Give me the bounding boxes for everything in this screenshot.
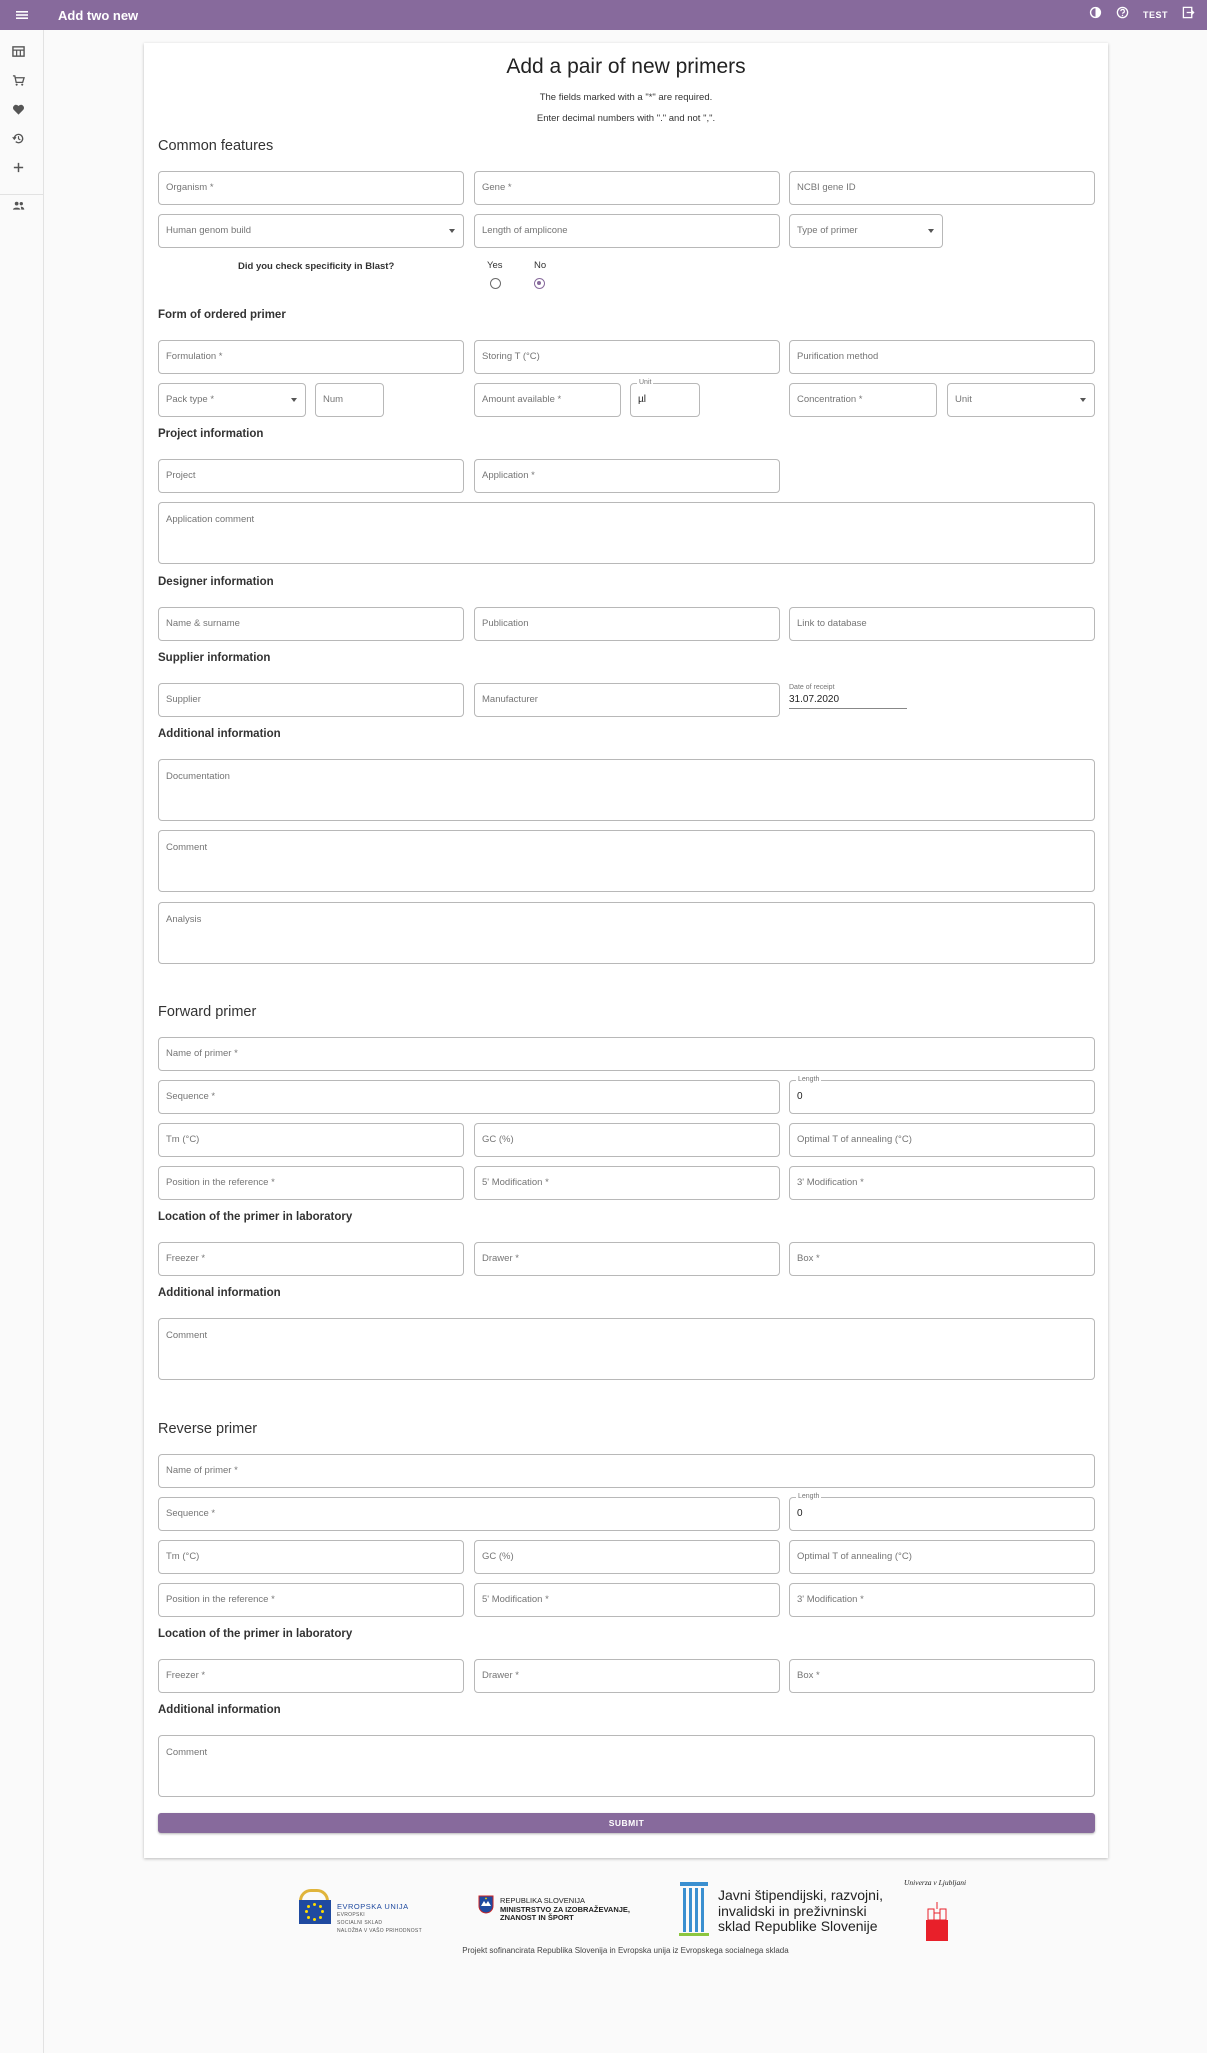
supplier-input[interactable] xyxy=(158,683,464,717)
form-heading: Add a pair of new primers xyxy=(506,55,746,78)
unit-input[interactable] xyxy=(630,379,700,417)
reverse-position-input[interactable] xyxy=(158,1583,464,1617)
forward-box-input[interactable] xyxy=(789,1242,1095,1276)
reverse-tm-input[interactable] xyxy=(158,1540,464,1574)
reverse-name-input[interactable] xyxy=(158,1454,1095,1488)
reverse-optimal-t-input[interactable] xyxy=(789,1540,1095,1574)
sidebar-divider xyxy=(0,194,44,195)
reverse-tm-label: Tm (°C) xyxy=(166,1551,200,1562)
dropdown-arrow-icon xyxy=(449,229,455,233)
forward-sequence-input[interactable] xyxy=(158,1080,780,1114)
application-comment-textarea[interactable] xyxy=(158,502,1095,564)
amount-label: Amount available * xyxy=(482,394,562,405)
forward-length-value: 0 xyxy=(797,1091,803,1102)
section-designer: Designer information xyxy=(158,576,274,588)
section-common-features: Common features xyxy=(158,138,274,154)
application-comment-label: Application comment xyxy=(166,514,255,525)
reverse-mod3-label: 3' Modification * xyxy=(797,1594,864,1605)
concentration-input[interactable] xyxy=(789,383,937,417)
ministry-line3: ZNANOST IN ŠPORT xyxy=(500,1913,574,1922)
blast-yes-radio[interactable] xyxy=(490,278,501,289)
reverse-drawer-label: Drawer * xyxy=(482,1670,519,1681)
organism-label: Organism * xyxy=(166,182,214,193)
reverse-freezer-label: Freezer * xyxy=(166,1670,206,1681)
sidebar-item-history[interactable] xyxy=(11,131,25,145)
sidebar xyxy=(0,30,44,2053)
history-icon xyxy=(12,132,25,145)
supplier-label: Supplier xyxy=(166,694,201,705)
sidebar-item-cart[interactable] xyxy=(11,73,25,87)
forward-drawer-label: Drawer * xyxy=(482,1253,519,1264)
ministry-logo xyxy=(478,1895,658,1935)
reverse-length-label: Length xyxy=(798,1493,820,1500)
contrast-icon xyxy=(1089,6,1102,19)
application-label: Application * xyxy=(482,470,535,481)
section-ordered-primer: Form of ordered primer xyxy=(158,309,286,321)
forward-name-label: Name of primer * xyxy=(166,1048,238,1059)
required-note: The fields marked with a "*" are required. xyxy=(539,92,713,103)
help-icon xyxy=(1116,6,1129,19)
storing-label: Storing T (°C) xyxy=(482,351,540,362)
formulation-label: Formulation * xyxy=(166,351,223,362)
genom-build-select[interactable] xyxy=(158,214,464,248)
publication-label: Publication xyxy=(482,618,529,629)
user-label[interactable]: TEST xyxy=(1142,10,1168,20)
jss-logo xyxy=(678,1880,898,1942)
forward-tm-label: Tm (°C) xyxy=(166,1134,200,1145)
forward-optimal-label: Optimal T of annealing (°C) xyxy=(797,1134,912,1145)
app-toolbar xyxy=(0,0,1207,30)
page-title: Add two new xyxy=(58,7,139,23)
gene-input[interactable] xyxy=(474,171,780,205)
primer-type-label: Type of primer xyxy=(797,225,858,236)
analysis-label: Analysis xyxy=(166,914,202,925)
amount-available-input[interactable] xyxy=(474,383,621,417)
database-link-input[interactable] xyxy=(789,607,1095,641)
eu-line4: NALOŽBA V VAŠO PRIHODNOST xyxy=(337,1928,422,1934)
sidebar-item-users[interactable] xyxy=(11,198,25,212)
documentation-textarea[interactable] xyxy=(158,759,1095,821)
section-supplier: Supplier information xyxy=(158,652,271,664)
cart-icon xyxy=(12,74,25,87)
sidebar-item-favorites[interactable] xyxy=(11,102,25,116)
blast-question: Did you check specificity in Blast? xyxy=(238,261,395,272)
university-emblem-icon xyxy=(924,1900,950,1942)
section-forward-primer: Forward primer xyxy=(158,1004,257,1020)
documentation-label: Documentation xyxy=(166,771,230,782)
primer-type-select[interactable] xyxy=(789,214,943,248)
reverse-box-label: Box * xyxy=(797,1670,820,1681)
ncbi-label: NCBI gene ID xyxy=(797,182,856,193)
storing-t-input[interactable] xyxy=(474,340,780,374)
date-underline xyxy=(789,708,907,709)
designer-name-input[interactable] xyxy=(158,607,464,641)
reverse-location-title: Location of the primer in laboratory xyxy=(158,1628,353,1640)
manufacturer-input[interactable] xyxy=(474,683,780,717)
plus-icon xyxy=(12,161,25,174)
forward-mod5-label: 5' Modification * xyxy=(482,1177,549,1188)
sidebar-item-table[interactable] xyxy=(11,44,25,58)
reverse-optimal-label: Optimal T of annealing (°C) xyxy=(797,1551,912,1562)
forward-freezer-input[interactable] xyxy=(158,1242,464,1276)
reverse-length-input[interactable] xyxy=(789,1493,1095,1531)
forward-position-label: Position in the reference * xyxy=(166,1177,275,1188)
reverse-additional-title: Additional information xyxy=(158,1704,281,1716)
section-project: Project information xyxy=(158,428,264,440)
forward-optimal-t-input[interactable] xyxy=(789,1123,1095,1157)
heart-icon xyxy=(12,103,25,116)
forward-mod3-input[interactable] xyxy=(789,1166,1095,1200)
forward-box-label: Box * xyxy=(797,1253,820,1264)
manufacturer-label: Manufacturer xyxy=(482,694,538,705)
date-value: 31.07.2020 xyxy=(789,694,840,705)
forward-freezer-label: Freezer * xyxy=(166,1253,206,1264)
concentration-label: Concentration * xyxy=(797,394,863,405)
menu-icon xyxy=(15,8,29,22)
blast-no-radio[interactable] xyxy=(534,278,545,289)
forward-mod5-input[interactable] xyxy=(474,1166,780,1200)
section-reverse-primer: Reverse primer xyxy=(158,1421,258,1437)
reverse-mod5-input[interactable] xyxy=(474,1583,780,1617)
unit-value: µl xyxy=(638,394,646,405)
ncbi-gene-id-input[interactable] xyxy=(789,171,1095,205)
reverse-comment-label: Comment xyxy=(166,1747,208,1758)
reverse-mod3-input[interactable] xyxy=(789,1583,1095,1617)
eu-line3: SOCIALNI SKLAD xyxy=(337,1920,383,1926)
reverse-name-label: Name of primer * xyxy=(166,1465,238,1476)
university-logo xyxy=(904,1878,984,1948)
forward-drawer-input[interactable] xyxy=(474,1242,780,1276)
decimal-note: Enter decimal numbers with "." and not ",". xyxy=(536,113,716,124)
forward-mod3-label: 3' Modification * xyxy=(797,1177,864,1188)
reverse-gc-input[interactable] xyxy=(474,1540,780,1574)
forward-gc-input[interactable] xyxy=(474,1123,780,1157)
formulation-input[interactable] xyxy=(158,340,464,374)
reverse-position-label: Position in the reference * xyxy=(166,1594,275,1605)
gene-label: Gene * xyxy=(482,182,512,193)
radio-no-label: No xyxy=(534,260,547,271)
university-name: Univerza v Ljubljani xyxy=(904,1878,967,1887)
purification-label: Purification method xyxy=(797,351,879,362)
table-icon xyxy=(12,45,25,58)
jss-line2: invalidski in preživninski xyxy=(718,1902,867,1919)
num-label: Num xyxy=(323,394,344,405)
theme-toggle-button[interactable] xyxy=(1089,6,1102,24)
forward-name-input[interactable] xyxy=(158,1037,1095,1071)
reverse-sequence-input[interactable] xyxy=(158,1497,780,1531)
concentration-unit-select[interactable] xyxy=(947,383,1095,417)
reverse-freezer-input[interactable] xyxy=(158,1659,464,1693)
people-icon xyxy=(12,199,25,212)
pack-type-label: Pack type * xyxy=(166,394,215,405)
forward-length-input[interactable] xyxy=(789,1076,1095,1114)
forward-comment-label: Comment xyxy=(166,1330,208,1341)
menu-button[interactable] xyxy=(0,0,44,30)
designer-name-label: Name & surname xyxy=(166,618,240,629)
amplicone-label: Length of amplicone xyxy=(482,225,568,236)
reverse-length-value: 0 xyxy=(797,1508,803,1519)
comment-label: Comment xyxy=(166,842,208,853)
ministry-line2: MINISTRSTVO ZA IZOBRAŽEVANJE, xyxy=(500,1904,631,1914)
forward-additional-title: Additional information xyxy=(158,1287,281,1299)
jss-line1: Javni štipendijski, razvojni, xyxy=(718,1887,883,1903)
forward-comment-textarea[interactable] xyxy=(158,1318,1095,1380)
dropdown-arrow-icon xyxy=(291,398,297,402)
jss-line3: sklad Republike Slovenije xyxy=(718,1918,878,1934)
unit-label: Unit xyxy=(639,379,652,386)
dropdown-arrow-icon xyxy=(928,229,934,233)
pack-type-select[interactable] xyxy=(158,383,306,417)
application-input[interactable] xyxy=(474,459,780,493)
forward-location-title: Location of the primer in laboratory xyxy=(158,1211,353,1223)
radio-yes-label: Yes xyxy=(487,260,503,271)
eu-line2: EVROPSKI xyxy=(337,1912,365,1918)
reverse-mod5-label: 5' Modification * xyxy=(482,1594,549,1605)
eu-line1: EVROPSKA UNIJA xyxy=(337,1902,409,1911)
purification-input[interactable] xyxy=(789,340,1095,374)
reverse-gc-label: GC (%) xyxy=(482,1551,514,1562)
forward-tm-input[interactable] xyxy=(158,1123,464,1157)
amplicone-length-input[interactable] xyxy=(474,214,780,248)
eu-flag-icon xyxy=(299,1900,331,1924)
section-additional: Additional information xyxy=(158,728,281,740)
dropdown-arrow-icon xyxy=(1080,398,1086,402)
reverse-comment-textarea[interactable] xyxy=(158,1735,1095,1797)
reverse-sequence-label: Sequence * xyxy=(166,1508,216,1519)
ministry-line1: REPUBLIKA SLOVENIJA xyxy=(500,1896,586,1905)
help-button[interactable] xyxy=(1116,6,1129,24)
publication-input[interactable] xyxy=(474,607,780,641)
organism-input[interactable] xyxy=(158,171,464,205)
comment-textarea[interactable] xyxy=(158,830,1095,892)
slovenia-coat-of-arms-icon xyxy=(478,1895,494,1915)
forward-sequence-label: Sequence * xyxy=(166,1091,216,1102)
project-label: Project xyxy=(166,470,196,481)
concentration-unit-label: Unit xyxy=(955,394,972,405)
submit-button[interactable]: SUBMIT xyxy=(158,1813,1095,1833)
reverse-drawer-input[interactable] xyxy=(474,1659,780,1693)
genom-build-label: Human genom build xyxy=(166,225,252,236)
sidebar-item-add[interactable] xyxy=(11,160,25,174)
date-of-receipt-input[interactable] xyxy=(789,684,907,709)
funding-note: Projekt sofinancirata Republika Slovenija in Evropska unija iz Evropskega socialnega sklada xyxy=(462,1946,789,1955)
eu-logo xyxy=(299,1889,439,1937)
logout-icon xyxy=(1182,6,1195,19)
date-label: Date of receipt xyxy=(789,684,835,691)
forward-gc-label: GC (%) xyxy=(482,1134,514,1145)
analysis-textarea[interactable] xyxy=(158,902,1095,964)
form-card xyxy=(144,43,1108,1858)
num-input[interactable] xyxy=(315,383,384,417)
forward-position-input[interactable] xyxy=(158,1166,464,1200)
reverse-box-input[interactable] xyxy=(789,1659,1095,1693)
project-input[interactable] xyxy=(158,459,464,493)
database-link-label: Link to database xyxy=(797,618,867,629)
logout-button[interactable] xyxy=(1182,6,1195,24)
jss-pillar-icon xyxy=(678,1880,710,1938)
forward-length-label: Length xyxy=(798,1076,820,1083)
